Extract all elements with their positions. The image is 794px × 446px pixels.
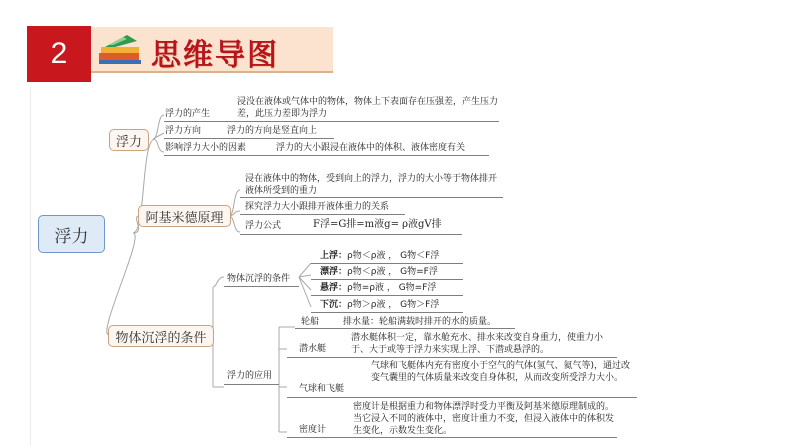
- row-text: 浸没在液体或气体中的物体，物体上下表面存在压强差，产生压力差，此压力差即为浮力: [237, 97, 499, 119]
- divider: [311, 263, 463, 264]
- divider: [311, 279, 463, 280]
- divider: [164, 121, 499, 122]
- page-title: 思维导图: [151, 38, 279, 73]
- condition-text: ρ物＜ρ液 ， G物＜F浮: [347, 251, 440, 261]
- divider: [240, 214, 405, 215]
- divider: [164, 138, 334, 139]
- condition-text: ρ物=ρ液 ， G物=F浮: [347, 283, 437, 293]
- application-text: 气球和飞艇体内充有密度小于空气的气体(氢气、氦气等)，通过改变气囊里的气体质量来改变自身体积，从而改变所受浮力大小。: [371, 361, 631, 383]
- branch-float-sink: 物体沉浮的条件: [108, 325, 214, 347]
- row-text: 浮力的方向是竖直向上: [227, 126, 318, 136]
- application-name: 潜水艇: [299, 344, 327, 354]
- condition-state: 悬浮：: [320, 283, 348, 293]
- application-name: 轮船: [301, 317, 320, 327]
- divider: [295, 328, 515, 329]
- row-text: 探究浮力大小跟排开液体重力的关系: [245, 202, 390, 212]
- application-name: 气球和飞艇: [299, 384, 345, 394]
- row-key: 浮力公式: [245, 221, 282, 231]
- application-text: 潜水艇体积一定，靠水舱充水、排水来改变自身重力，使重力小于、大于或等于浮力来实现上浮、下潜或悬浮的。: [351, 333, 604, 355]
- formula: F浮=G排=m液g= ρ液gV排: [313, 219, 442, 230]
- header: [0, 0, 794, 82]
- books-icon: [97, 33, 147, 67]
- divider: [224, 384, 279, 385]
- condition-item: [320, 299, 439, 311]
- title-banner: [91, 27, 333, 73]
- divider: [311, 312, 463, 313]
- application-text: 密度计是根据重力和物体漂浮时受力平衡及阿基米德原理制成的。当它浸入不同的液体中，密度计重力不变，但浸入液体中的体积发生变化，示数发生变化。: [353, 402, 615, 436]
- divider: [164, 155, 489, 156]
- application-text: 排水量：轮船满载时排开的水的质量。: [343, 317, 497, 327]
- condition-item: [320, 266, 438, 278]
- applications-label: 浮力的应用: [227, 371, 273, 381]
- divider: [224, 286, 299, 287]
- row-text: 浸在液体中的物体，受到向上的浮力，浮力的大小等于物体排开液体所受到的重力: [245, 174, 498, 196]
- divider: [287, 357, 617, 358]
- divider: [287, 437, 617, 438]
- condition-item: [320, 282, 436, 294]
- condition-state: 漂浮：: [320, 267, 348, 277]
- branch-buoyancy: 浮力: [109, 129, 149, 151]
- divider: [311, 295, 463, 296]
- condition-item: [320, 250, 439, 262]
- divider: [287, 397, 637, 398]
- section-number: 2: [27, 26, 91, 82]
- condition-text: ρ物＞ρ液 ， G物＞F浮: [347, 300, 440, 310]
- condition-state: 上浮：: [320, 251, 348, 261]
- divider: [240, 234, 462, 235]
- divider: [240, 197, 503, 198]
- row-key: 影响浮力大小的因素: [165, 143, 247, 153]
- application-name: 密度计: [299, 425, 327, 435]
- row-text: 浮力的大小跟浸在液体中的体积、液体密度有关: [276, 143, 466, 153]
- branch-archimedes: 阿基米德原理: [138, 205, 231, 227]
- root-node: 浮力: [38, 215, 105, 253]
- row-key: 浮力方向: [165, 126, 202, 136]
- row-key: 浮力的产生: [165, 109, 211, 119]
- condition-state: 下沉：: [320, 300, 348, 310]
- mind-map: [30, 87, 765, 446]
- condition-text: ρ物＜ρ液 ， G物=F浮: [347, 267, 438, 277]
- conditions-label: 物体沉浮的条件: [227, 274, 291, 284]
